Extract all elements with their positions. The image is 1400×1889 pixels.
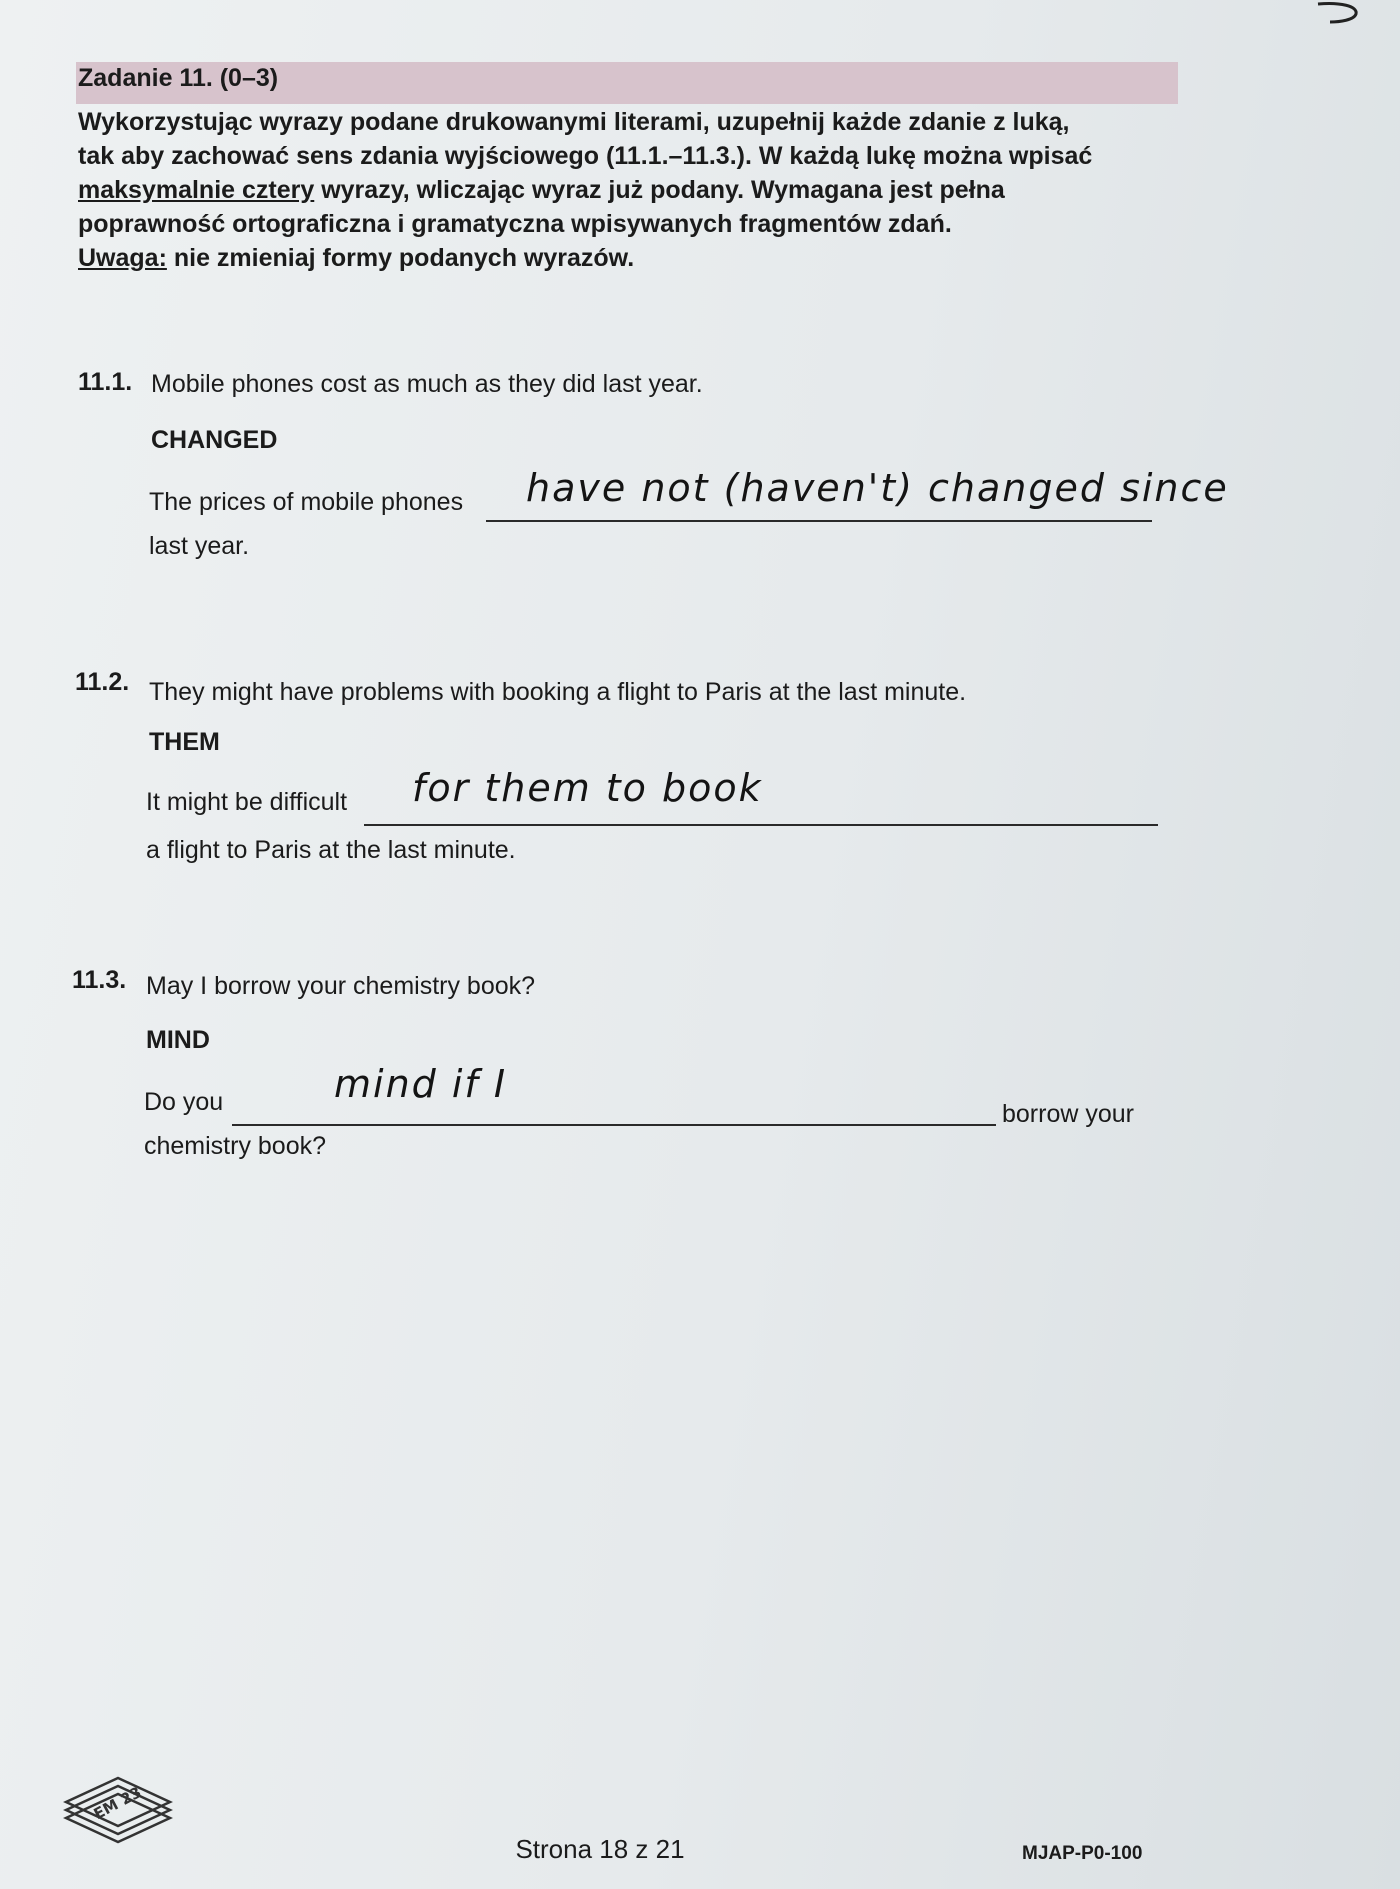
- instruction-emphasis: maksymalnie cztery: [78, 176, 315, 204]
- logo-text: EM 23: [90, 1783, 145, 1824]
- note-text: nie zmieniaj formy podanych wyrazów.: [166, 244, 635, 272]
- keyword: THEM: [149, 728, 220, 756]
- item-number: 11.3.: [72, 966, 127, 994]
- item-number: 11.1.: [78, 368, 133, 396]
- answer-line[interactable]: [486, 520, 1152, 522]
- keyword: CHANGED: [151, 426, 278, 454]
- instruction-line: Wykorzystując wyrazy podane drukowanymi literami, uzupełnij każde zdanie z luką,: [78, 108, 1070, 136]
- sentence-prefix: It might be difficult: [146, 788, 348, 816]
- answer-line[interactable]: [364, 824, 1158, 826]
- keyword: MIND: [146, 1026, 210, 1054]
- handwritten-answer[interactable]: have not (haven't) changed since: [526, 466, 1229, 510]
- original-sentence: They might have problems with booking a flight to Paris at the last minute.: [149, 678, 967, 706]
- sentence-prefix: The prices of mobile phones: [149, 488, 464, 516]
- handwritten-answer[interactable]: for them to book: [412, 766, 763, 810]
- item-number: 11.2.: [75, 668, 130, 696]
- instruction-text: wyrazy, wliczając wyraz już podany. Wymagana jest pełna: [314, 176, 1005, 204]
- task-instructions: [78, 105, 1198, 275]
- sentence-prefix: Do you: [144, 1088, 224, 1116]
- task-title: Zadanie 11. (0–3): [78, 64, 279, 92]
- sentence-suffix: chemistry book?: [144, 1132, 327, 1160]
- sentence-suffix: a flight to Paris at the last minute.: [146, 836, 516, 864]
- instruction-line: poprawność ortograficzna i gramatyczna wpisywanych fragmentów zdań.: [78, 210, 952, 238]
- instruction-note: [78, 241, 1198, 275]
- answer-line[interactable]: [232, 1124, 996, 1126]
- corner-handwritten-mark: [1300, 0, 1370, 40]
- sentence-after-gap: borrow your: [1002, 1100, 1134, 1128]
- original-sentence: Mobile phones cost as much as they did last year.: [151, 370, 703, 398]
- note-label: Uwaga:: [78, 244, 167, 272]
- exam-code: MJAP-P0-100: [1022, 1843, 1143, 1864]
- handwritten-answer[interactable]: mind if I: [334, 1062, 508, 1106]
- original-sentence: May I borrow your chemistry book?: [146, 972, 536, 1000]
- instruction-line: [78, 173, 1198, 207]
- instruction-line: tak aby zachować sens zdania wyjściowego (11.1.–11.3.). W każdą lukę można wpisać: [78, 142, 1093, 170]
- sentence-suffix: last year.: [149, 532, 250, 560]
- page-number: Strona 18 z 21: [515, 1834, 685, 1864]
